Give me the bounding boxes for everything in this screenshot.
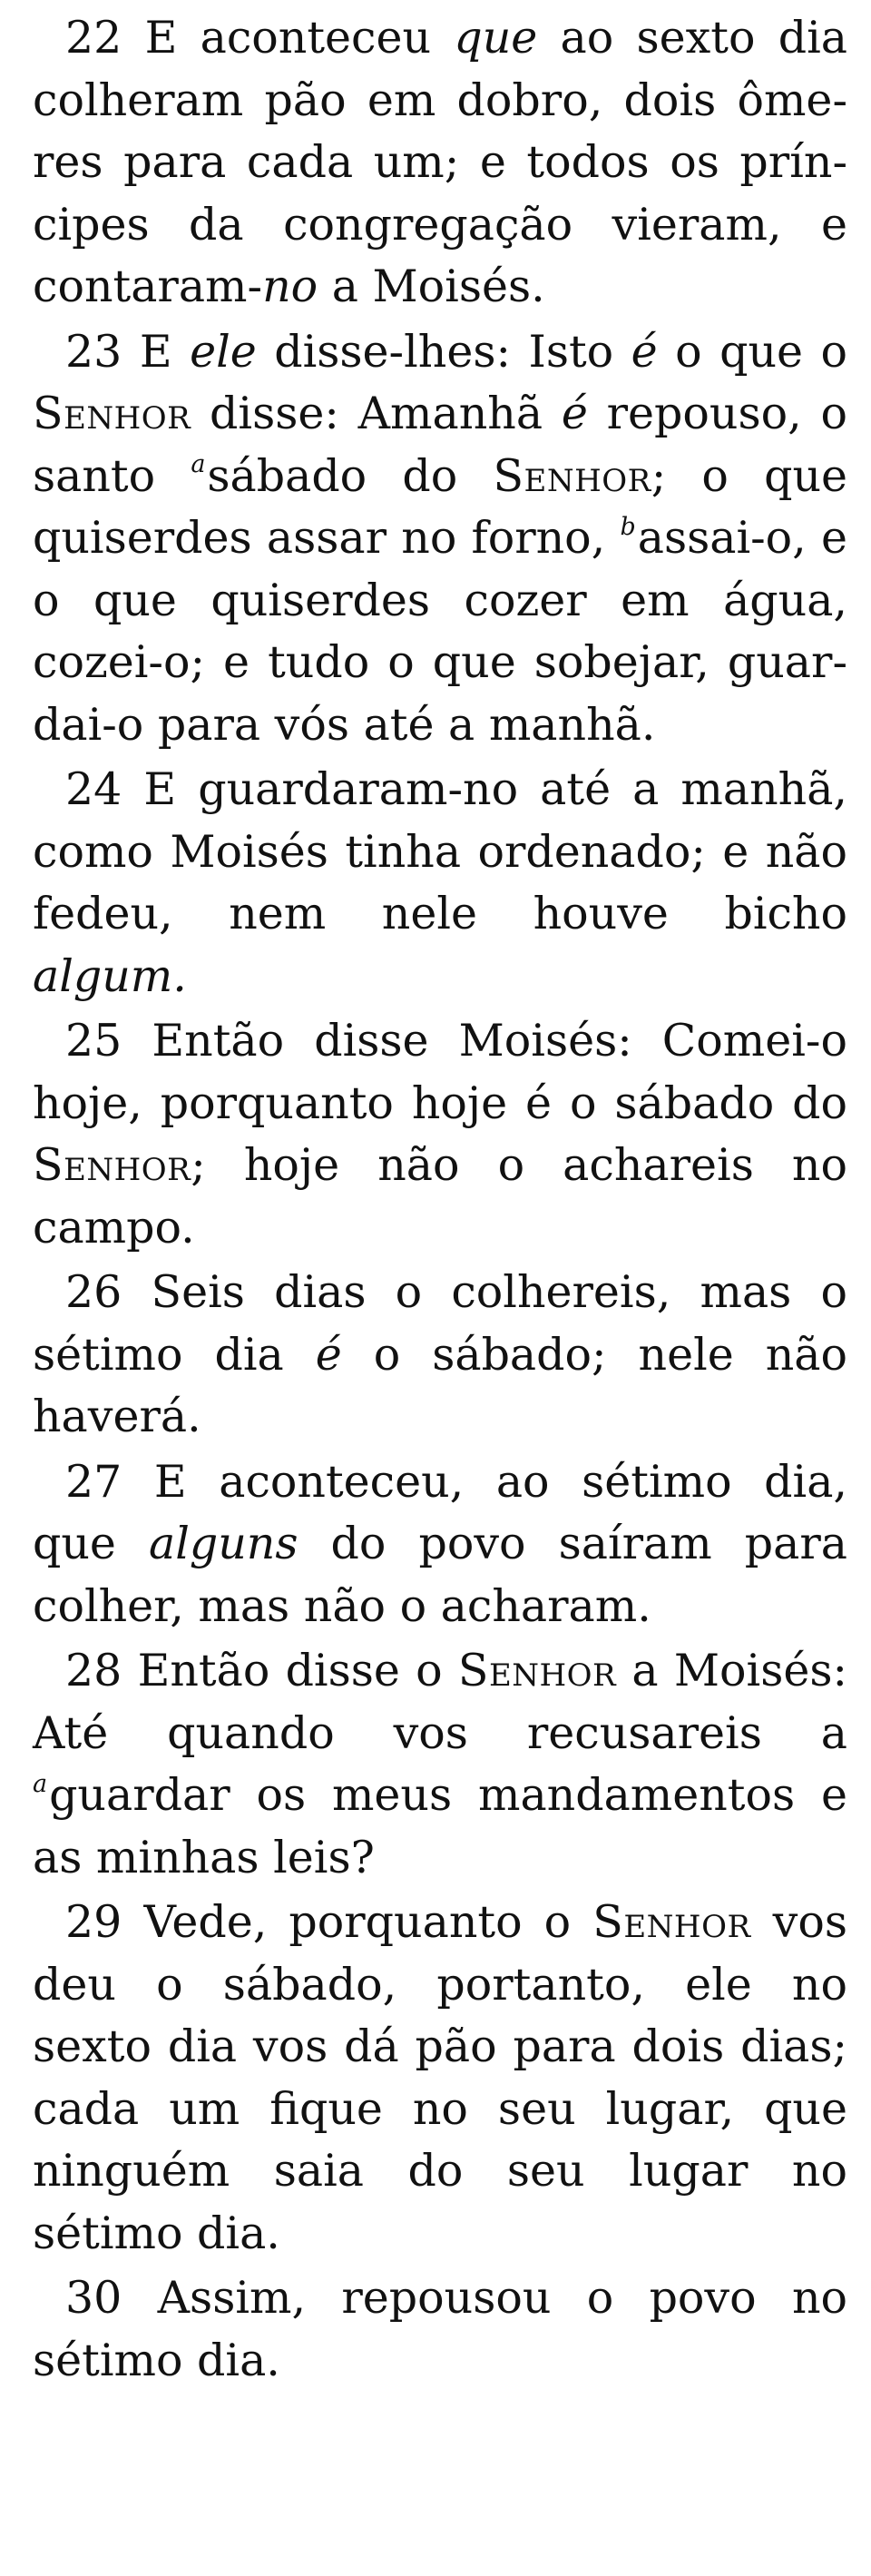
verse-v26: [33, 1262, 847, 1449]
small-caps-word: Senhor: [592, 1896, 751, 1948]
small-caps-word: Senhor: [493, 449, 651, 502]
verse-text: assai-o, e o que quiserdes cozer em água, cozei-o; e tudo o que sobejar, guardai-o para vós até a manhã.: [33, 512, 847, 751]
verse-text: 29 Vede, porquanto o: [65, 1896, 593, 1948]
verse-text: o que o: [657, 325, 847, 378]
verse-v29: [33, 1892, 847, 2265]
verse-v23: [33, 321, 847, 757]
italic-word: é: [315, 1328, 342, 1381]
verse-text: 24 E guardaram-no até a manhã, como Moisés tinha ordenado; e não fedeu, nem nele houve bicho: [33, 763, 847, 939]
verse-v25: [33, 1010, 847, 1259]
small-caps-word: Senhor: [33, 1139, 191, 1191]
verse-text: ; o que quiserdes assar no forno,: [33, 449, 848, 564]
italic-word: algum.: [33, 949, 187, 1002]
verse-text: 27 E aconteceu, ao sétimo dia, que: [33, 1455, 847, 1569]
verse-text: a Moisés.: [318, 261, 545, 312]
footnote-marker: b: [620, 512, 636, 541]
verse-text: ao sexto dia colheram pão em dobro, dois ômeres para cada um; e todos os príncipes da congregação vieram, e contaram-: [33, 12, 847, 312]
verse-text: ; hoje não o achareis no campo.: [33, 1139, 847, 1254]
italic-word: alguns: [148, 1518, 298, 1569]
italic-word: ele: [190, 325, 257, 378]
italic-word: que: [454, 12, 538, 64]
verse-text: guardar os meus mandamentos e as minhas leis?: [33, 1769, 847, 1883]
verse-v22: [33, 7, 847, 319]
italic-word: é: [561, 388, 588, 439]
verse-text: 23 E: [65, 325, 191, 378]
verse-text: disse: Amanhã: [191, 388, 562, 439]
footnote-marker: a: [33, 1769, 48, 1798]
verse-text: a Moisés: Até quando vos recusareis a: [33, 1645, 847, 1759]
footnote-marker: a: [191, 450, 206, 479]
verse-text: 30 Assim, repousou o povo no sétimo dia.: [33, 2272, 847, 2386]
verse-text: 25 Então disse Moisés: Comei-o hoje, porquanto hoje é o sábado do: [33, 1015, 847, 1129]
verse-list: [33, 7, 847, 2392]
verse-v28: [33, 1640, 847, 1889]
verse-text: 22 E aconteceu: [65, 12, 455, 64]
verse-text: 28 Então disse o: [65, 1645, 458, 1696]
verse-v27: [33, 1451, 847, 1638]
verse-text: vos deu o sábado, portanto, ele no sexto dia vos dá pão para dois dias; cada um fique no seu lugar, que ninguém saia do seu lugar no sétimo dia.: [33, 1896, 847, 2259]
verse-text: repouso, o santo: [33, 388, 847, 502]
verse-text: disse-lhes: Isto: [256, 325, 631, 378]
italic-word: no: [262, 261, 318, 312]
verse-text: sábado do: [207, 449, 494, 502]
verse-text: o sábado; nele não haverá.: [33, 1328, 848, 1442]
small-caps-word: Senhor: [457, 1645, 617, 1696]
small-caps-word: Senhor: [33, 388, 191, 439]
verse-text: do povo saíram para colher, mas não o acharam.: [33, 1518, 847, 1632]
verse-v30: [33, 2267, 847, 2392]
italic-word: é: [631, 325, 658, 378]
verse-v24: [33, 759, 847, 1008]
verse-text: 26 Seis dias o colhereis, mas o sétimo dia: [33, 1266, 847, 1381]
